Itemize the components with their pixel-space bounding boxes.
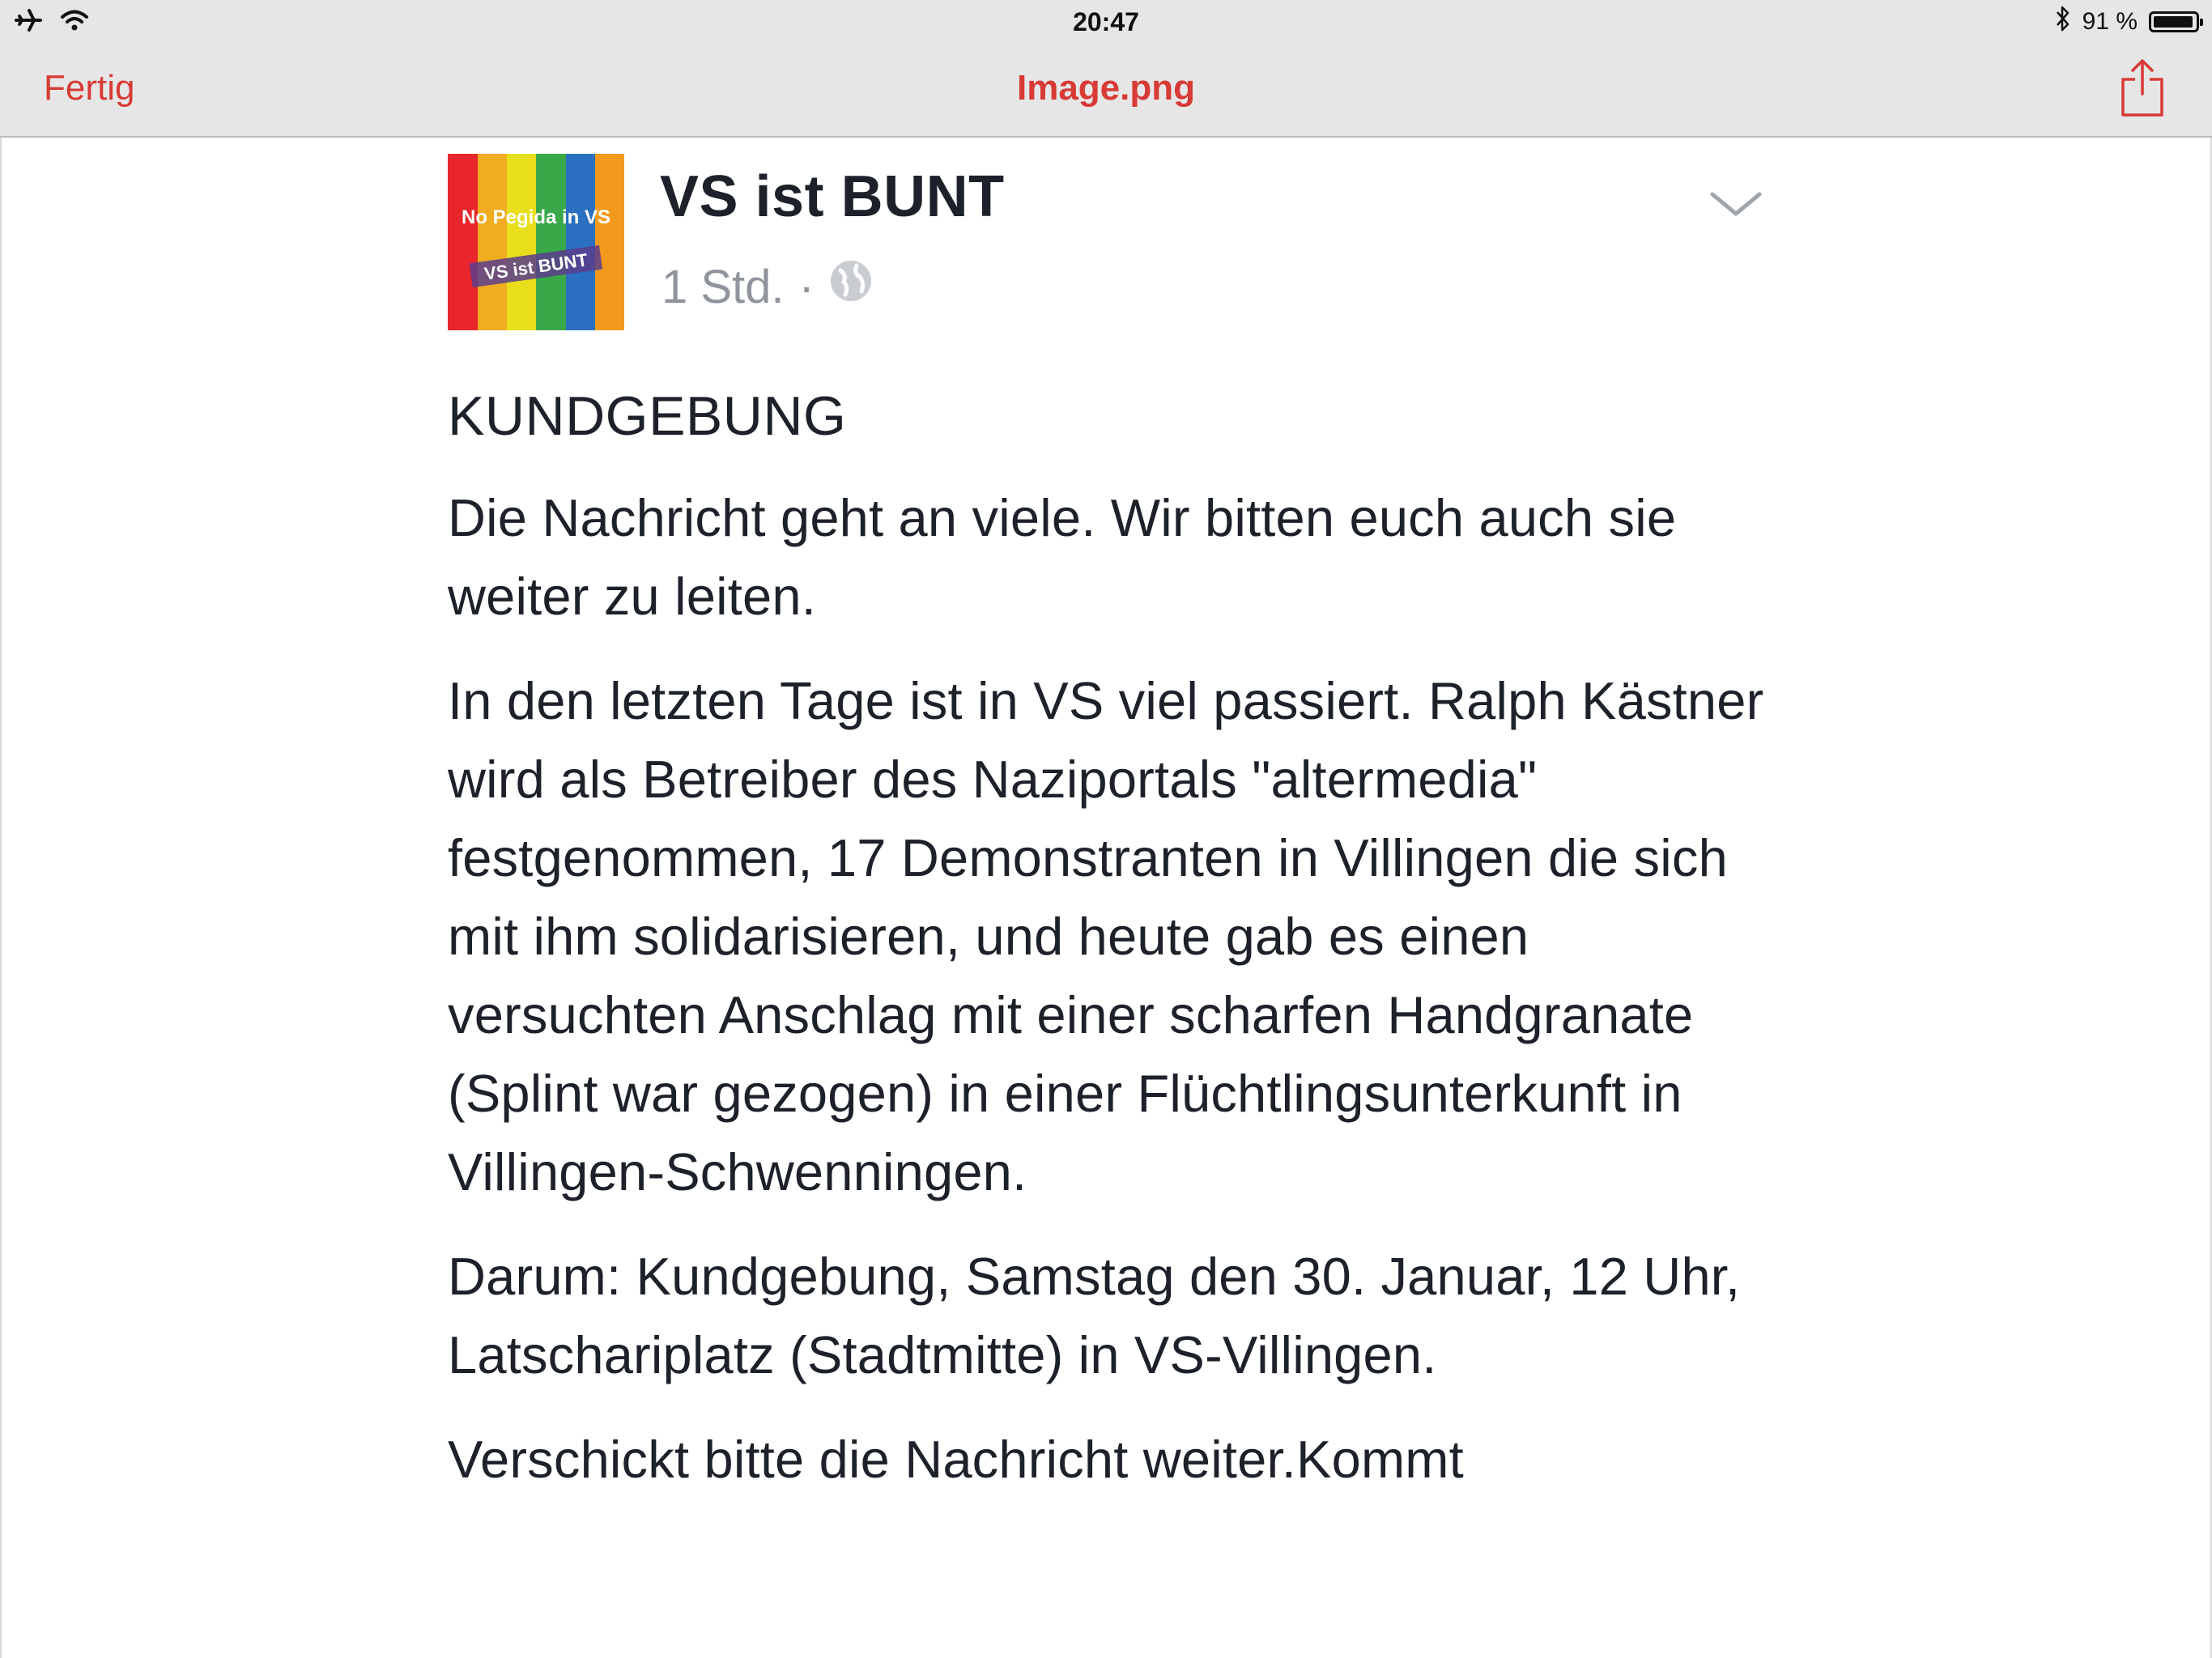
post-paragraph: Verschickt bitte die Nachricht weiter.Kommt (448, 1430, 1464, 1489)
meta-separator: · (798, 260, 815, 313)
battery-fill (2154, 16, 2193, 28)
done-button[interactable]: Fertig (44, 68, 135, 108)
post-meta (661, 259, 873, 314)
post-paragraph: Die Nachricht geht an viele. Wir bitten euch auch sie weiter zu leiten. (448, 488, 1677, 626)
avatar[interactable] (448, 154, 624, 330)
post-paragraph: Darum: Kundgebung, Samstag den 30. Januar, 12 Uhr, Latschariplatz (Stadtmitte) in VS-Villingen. (448, 1247, 1741, 1384)
post-options-button[interactable] (1708, 188, 1764, 220)
chevron-down-icon (1708, 188, 1764, 220)
frame-border-left (0, 0, 2, 1658)
post-timestamp[interactable]: 1 Std. (661, 260, 785, 313)
page-name[interactable]: VS ist BUNT (660, 164, 1005, 229)
battery-icon (2149, 11, 2199, 32)
status-time: 20:47 (1073, 7, 1139, 36)
share-icon (2118, 57, 2167, 118)
post-paragraph: In den letzten Tage ist in VS viel passiert. Ralph Kästner wird als Betreiber des Naziportals "altermedia" festgenommen, 17 Demonstranten in Villingen die sich mit ihm solidarisieren, und heute gab es einen versuchten Anschlag mit einer scharfen Handgranate (Splint war gezogen) in einer Flüchtlingsunterkunft in Villingen-Schwenningen. (448, 671, 1764, 1201)
post-headline: KUNDGEBUNG (448, 385, 847, 447)
status-bar (0, 0, 2212, 44)
nav-title: Image.png (1016, 68, 1196, 108)
avatar-text-top: No Pegida in VS (461, 206, 611, 228)
battery-nub (2200, 19, 2203, 26)
status-right (2055, 5, 2199, 39)
avatar-text-bottom: VS ist BUNT (483, 249, 589, 284)
share-button[interactable] (2118, 57, 2167, 118)
globe-icon (829, 259, 873, 314)
post-body (448, 385, 1776, 1524)
battery-percent: 91 % (2082, 8, 2138, 35)
bluetooth-icon (2055, 5, 2071, 39)
nav-bar (0, 44, 2212, 138)
